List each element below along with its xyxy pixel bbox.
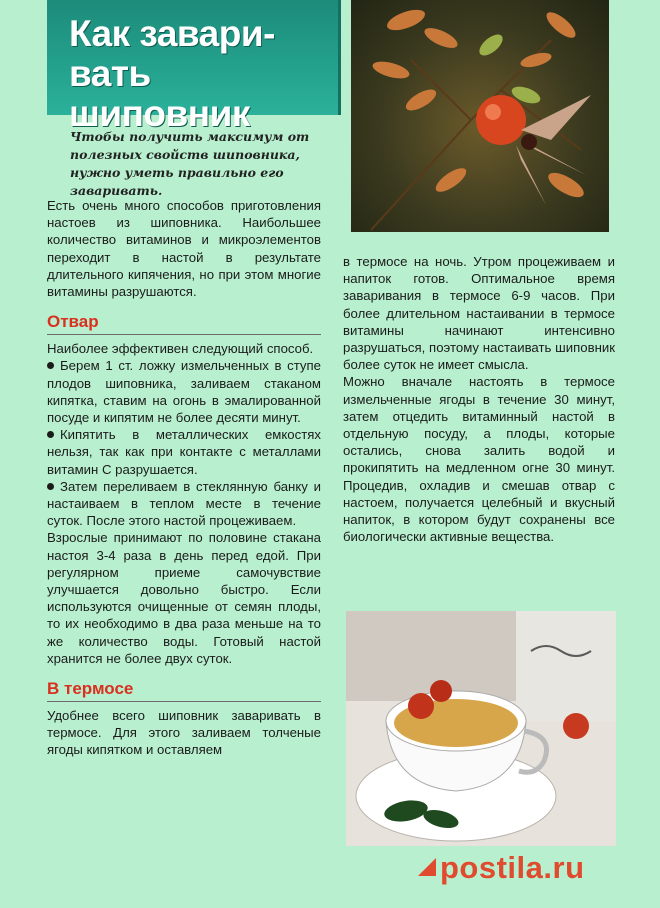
rosehip-branch-photo — [351, 0, 609, 232]
bullet-icon — [47, 362, 54, 369]
section-heading-decoction: Отвар — [47, 312, 321, 335]
intro-paragraph: Есть очень много способов приготовления настоев из шиповника. Наибольшее количество витаминов и микроэлементов переходит в настой в результате длительного кипячения, но при этом многие витамины разрушаются. — [47, 198, 321, 300]
column-left — [47, 197, 321, 759]
tea-cup-photo — [346, 611, 616, 846]
decoction-step: Берем 1 ст. ложку измельченных в ступе плодов шиповника, заливаем стаканом кипятка, ставим на огонь в эмалированной посуде и кипятим не более десяти минут. — [47, 358, 321, 426]
section-heading-thermos: В термосе — [47, 679, 321, 702]
thermos-paragraph-continued: в термосе на ночь. Утром процеживаем и напиток готов. Оптимальное время заваривания в термосе 6-9 часов. При более длительном настаивании в термосе витамины начинают интенсивно разрушаться, поэтому настаивать шиповник более суток не имеет смысла. — [343, 254, 615, 373]
bullet-icon — [47, 483, 54, 490]
column-right — [343, 253, 615, 545]
decoction-lead: Наиболее эффективен следующий способ. — [47, 341, 314, 357]
decoction-step: Затем переливаем в стеклянную банку и настаиваем в теплом месте в течение суток. После этого настой процеживаем. — [47, 478, 321, 529]
bullet-icon — [47, 431, 54, 438]
thermos-alternative-paragraph: Можно вначале настоять в термосе измельченные ягоды в течение 30 минут, затем отцедить витаминный настой в отдельную посуду, а плоды, которые остались, снова залить водой и прокипятить на медленном огне 30 минут. Процедив, охладив и смешав отвар с настоем, получается целебный и вкусный напиток, в котором будут сохранены все биологически активные вещества. — [343, 374, 615, 545]
title-banner — [47, 0, 341, 134]
dosage-paragraph: Взрослые принимают по половине стакана настоя 3-4 раза в день перед едой. При регулярном приеме самочувствие улучшается довольно быстро. Если используются очищенные от семян плоды, то их необходимо в два раза меньше на то же количество воды. Готовый настой хранится не более двух суток. — [47, 530, 321, 666]
logo-arrow-icon — [418, 858, 436, 876]
article-title: Как завари-вать шиповник — [69, 13, 275, 134]
lead-paragraph: Чтобы получить максимум от полезных свойств шиповника, нужно уметь правильно его заваривать. — [70, 129, 310, 198]
thermos-paragraph-start: Удобнее всего шиповник заваривать в термосе. Для этого заливаем толченые ягоды кипятком и оставляем — [47, 708, 321, 758]
watermark-logo: postila.ru — [418, 850, 585, 890]
decoction-step: Кипятить в металлических емкостях нельзя, так как при контакте с металлами витамин С разрушается. — [47, 427, 321, 477]
